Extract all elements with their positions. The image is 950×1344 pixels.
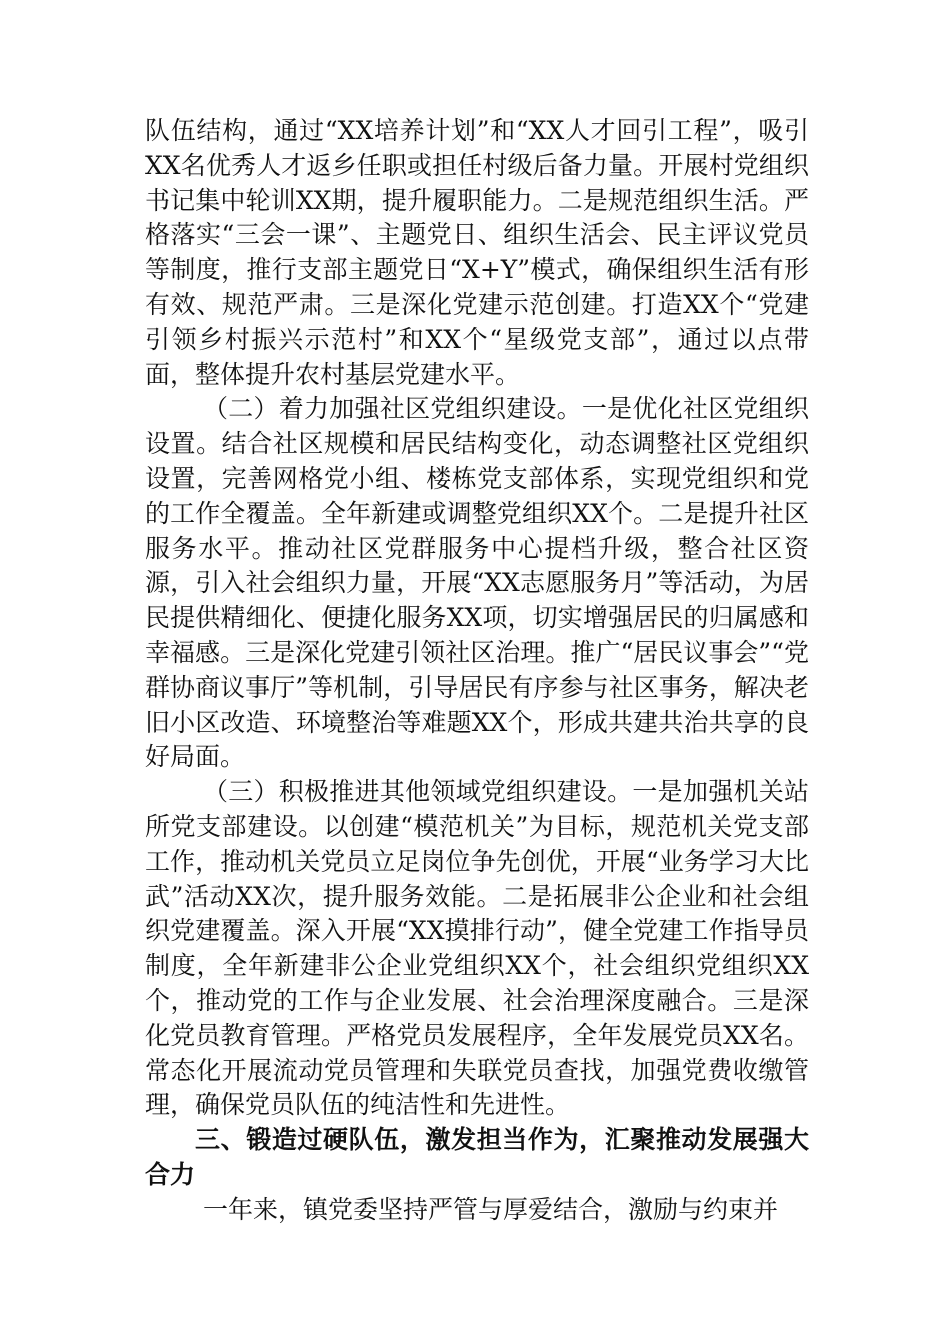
document-body — [145, 114, 809, 1228]
paragraph-other-fields-party-building: （三）积极推进其他领域党组织建设。一是加强机关站所党支部建设。以创建“模范机关”为目标，规范机关党支部工作，推动机关党员立足岗位争先创优，开展“业务学习大比武”活动XX次，提升服务效能。二是拓展非公企业和社会组织党建覆盖。深入开展“XX摸排行动”，健全党建工作指导员制度，全年新建非公企业党组织XX个，社会组织党组织XX个，推动党的工作与企业发展、社会治理深度融合。三是深化党员教育管理。严格党员发展程序，全年发展党员XX名。常态化开展流动党员管理和失联党员查找，加强党费收缴管理，确保党员队伍的纯洁性和先进性。 — [145, 777, 809, 1120]
section-heading-three: 三、锻造过硬队伍，激发担当作为，汇聚推动发展强大合力 — [145, 1125, 809, 1189]
paragraph-rural-party-building-continuation: 队伍结构，通过“XX培养计划”和“XX人才回引工程”，吸引XX名优秀人才返乡任职或担任村级后备力量。开展村党组织书记集中轮训XX期，提升履职能力。二是规范组织生活。严格落实“三会一课”、主题党日、组织生活会、民主评议党员等制度，推行支部主题党日“X+Y”模式，确保组织生活有形有效、规范严肃。三是深化党建示范创建。打造XX个“党建引领乡村振兴示范村”和XX个“星级党支部”，通过以点带面，整体提升农村基层党建水平。 — [145, 116, 809, 389]
paragraph-section-three-intro: 一年来，镇党委坚持严管与厚爱结合，激励与约束并 — [203, 1194, 779, 1224]
paragraph-community-party-building: （二）着力加强社区党组织建设。一是优化社区党组织设置。结合社区规模和居民结构变化，动态调整社区党组织设置，完善网格党小组、楼栋党支部体系，实现党组织和党的工作全覆盖。全年新建或调整党组织XX个。二是提升社区服务水平。推动社区党群服务中心提档升级，整合社区资源，引入社会组织力量，开展“XX志愿服务月”等活动，为居民提供精细化、便捷化服务XX项，切实增强居民的归属感和幸福感。三是深化党建引领社区治理。推广“居民议事会”“党群协商议事厅”等机制，引导居民有序参与社区事务，解决老旧小区改造、环境整治等难题XX个，形成共建共治共享的良好局面。 — [145, 394, 809, 772]
